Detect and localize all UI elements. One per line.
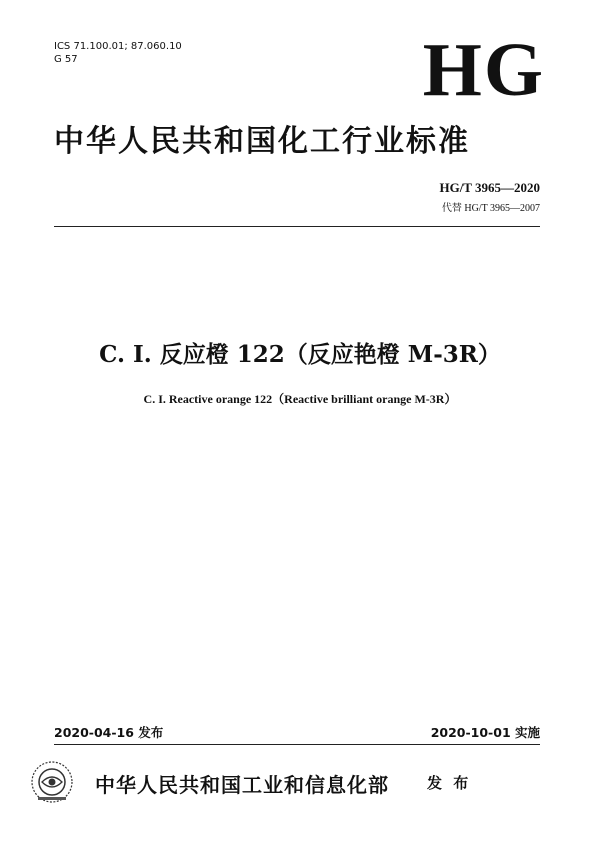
- hg-logo: HG: [422, 28, 545, 112]
- main-title-cn: C. I. 反应橙 122（反应艳橙 M-3R）: [99, 341, 501, 368]
- bottom-divider: [54, 744, 540, 745]
- classification-codes: [54, 40, 182, 66]
- main-title-en: C. I. Reactive orange 122（Reactive brilliant orange M-3R）: [143, 392, 457, 406]
- ministry-seal-icon: [30, 760, 74, 804]
- implement-date: 2020-10-01 实施: [430, 725, 540, 740]
- replaces-note: 代替 HG/T 3965—2007: [441, 203, 540, 214]
- class-code: G 57: [54, 54, 78, 65]
- top-divider: [54, 226, 540, 227]
- standard-title: 中华人民共和国化工行业标准: [54, 124, 470, 159]
- standard-number: HG/T 3965—2020: [439, 180, 540, 195]
- issuing-authority: 中华人民共和国工业和信息化部: [95, 773, 389, 797]
- issue-label: 发 布: [427, 774, 472, 792]
- ics-code: ICS 71.100.01; 87.060.10: [54, 41, 182, 52]
- publish-date: 2020-04-16 发布: [54, 725, 164, 740]
